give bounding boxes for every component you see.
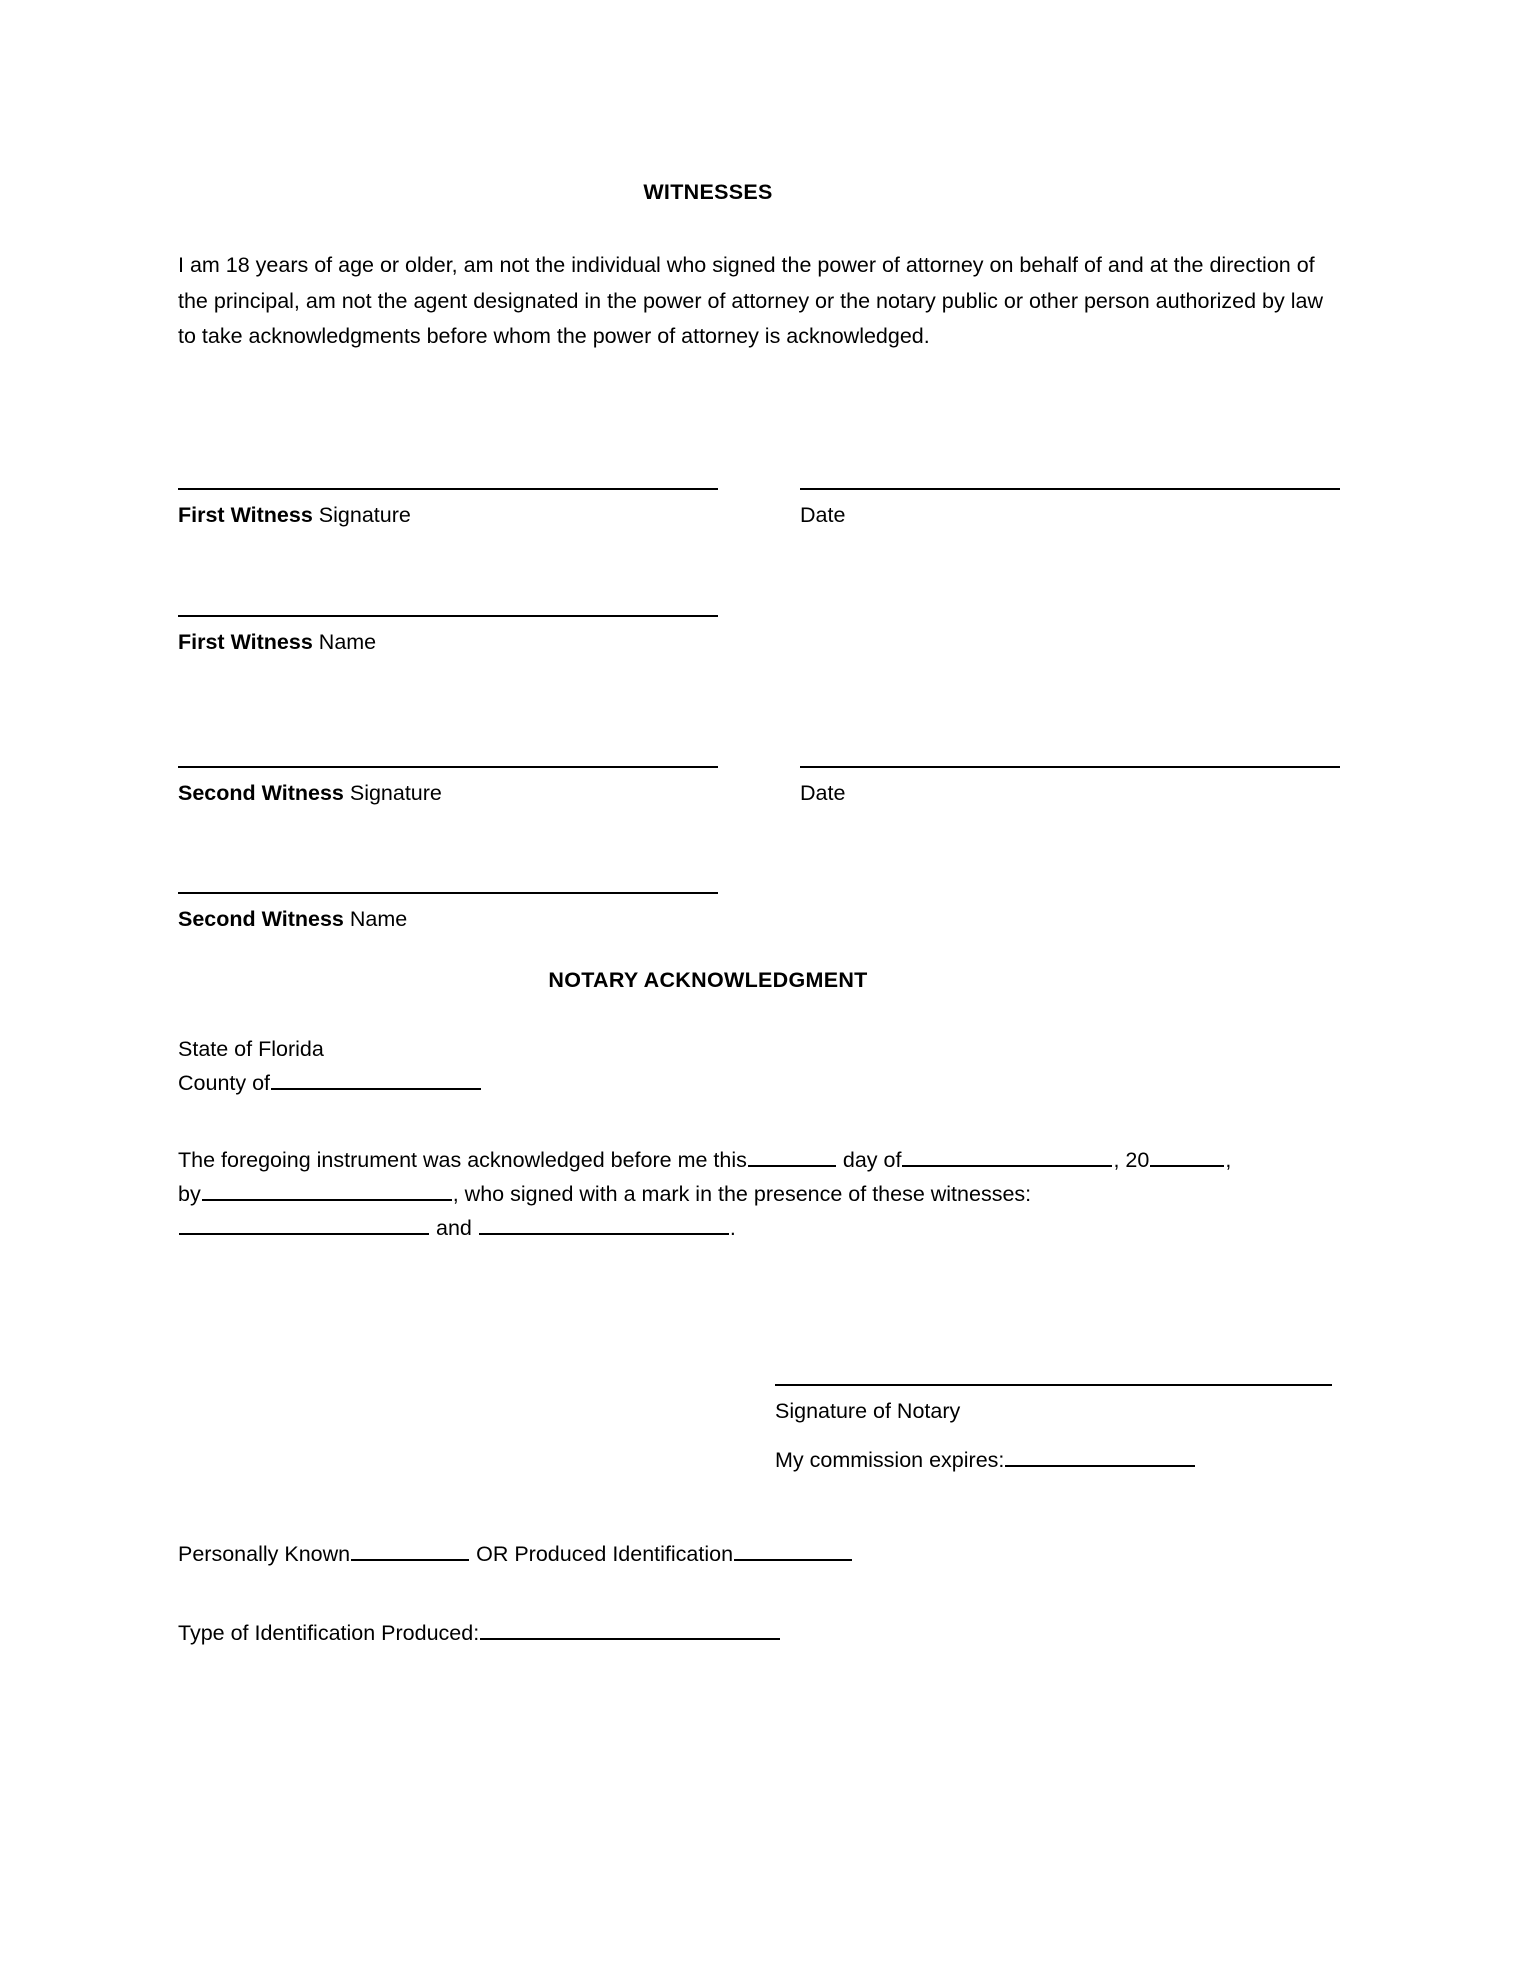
first-witness-date-label: Date	[800, 503, 846, 527]
personally-known-label: Personally Known	[178, 1542, 351, 1566]
ack-text-part5: , who signed with a mark in the presence of these witnesses:	[452, 1182, 1032, 1206]
second-witness-signature-rule	[178, 766, 718, 768]
type-of-identification-line	[178, 1616, 781, 1650]
county-label: County of	[178, 1071, 271, 1095]
second-witness-date-rule	[800, 766, 1340, 768]
first-witness-name-label-bold: First Witness	[178, 630, 313, 654]
ack-and-label: and	[435, 1216, 472, 1240]
ack-signer-name-blank[interactable]	[202, 1182, 452, 1201]
second-witness-signature-label-rest: Signature	[343, 781, 442, 805]
ack-by-label: by	[178, 1182, 201, 1206]
ack-text-part3: , 20	[1113, 1148, 1150, 1172]
ack-text-part1: The foregoing instrument was acknowledged before me this	[178, 1148, 747, 1172]
commission-expires-label: My commission expires:	[775, 1448, 1005, 1472]
first-witness-name-rule	[178, 615, 718, 617]
personally-known-blank[interactable]	[351, 1542, 469, 1561]
ack-month-blank[interactable]	[902, 1148, 1112, 1167]
acknowledgment-paragraph	[178, 1143, 1338, 1245]
second-witness-name-rule	[178, 892, 718, 894]
first-witness-name-label	[178, 630, 718, 655]
signature-of-notary-label: Signature of Notary	[775, 1399, 961, 1423]
second-witness-name-label-rest: Name	[343, 907, 408, 931]
commission-expires-line	[775, 1443, 1196, 1477]
second-witness-name-label-bold: Second Witness	[178, 907, 344, 931]
notary-signature-rule	[775, 1384, 1332, 1386]
county-line	[178, 1066, 482, 1100]
ack-text-part2: day of	[842, 1148, 902, 1172]
ack-period: .	[729, 1216, 736, 1240]
second-witness-name-label	[178, 907, 718, 932]
ack-witness-two-blank[interactable]	[479, 1216, 729, 1235]
commission-expires-blank[interactable]	[1005, 1448, 1195, 1467]
county-blank[interactable]	[271, 1071, 481, 1090]
first-witness-signature-rule	[178, 488, 718, 490]
first-witness-date-rule	[800, 488, 1340, 490]
ack-day-blank[interactable]	[748, 1148, 836, 1167]
second-witness-signature-label	[178, 781, 718, 806]
ack-year-group	[1113, 1148, 1231, 1172]
witnesses-heading: WITNESSES	[643, 180, 773, 204]
ack-witness-one-blank[interactable]	[179, 1216, 429, 1235]
witness-statement-paragraph: I am 18 years of age or older, am not the individual who signed the power of attorney on behalf of and at the direction of the principal, am not the agent designated in the power of attorney or the notary public or other person authorized by law to take acknowledgments before whom the power of attorney is acknowledged.	[178, 253, 1323, 348]
first-witness-name-label-rest: Name	[312, 630, 377, 654]
first-witness-signature-label	[178, 503, 718, 528]
type-of-identification-blank[interactable]	[480, 1621, 780, 1640]
or-produced-identification-label: OR Produced Identification	[476, 1542, 734, 1566]
notary-acknowledgment-heading: NOTARY ACKNOWLEDGMENT	[548, 968, 868, 992]
identification-method-line	[178, 1537, 853, 1571]
document-content	[178, 0, 1352, 1980]
ack-year-blank[interactable]	[1150, 1148, 1224, 1167]
first-witness-signature-label-rest: Signature	[312, 503, 411, 527]
produced-identification-blank[interactable]	[734, 1542, 852, 1561]
second-witness-date-label: Date	[800, 781, 846, 805]
type-of-identification-label: Type of Identification Produced:	[178, 1621, 480, 1645]
second-witness-signature-label-bold: Second Witness	[178, 781, 344, 805]
ack-text-part4: ,	[1225, 1148, 1232, 1172]
state-line: State of Florida	[178, 1037, 324, 1061]
first-witness-signature-label-bold: First Witness	[178, 503, 313, 527]
